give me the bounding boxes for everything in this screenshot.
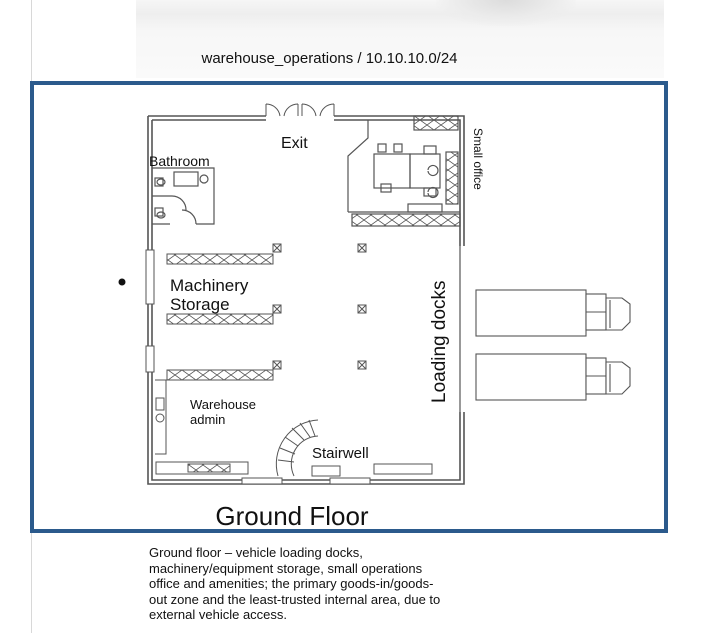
label-machinery-storage-line1: Machinery [170, 276, 249, 295]
label-warehouse-admin-line1: Warehouse [190, 397, 256, 412]
label-stairwell: Stairwell [312, 445, 369, 462]
network-zone-label: warehouse_operations / 10.10.10.0/24 [201, 50, 458, 67]
structural-columns [273, 244, 366, 369]
label-machinery-storage-line2: Storage [170, 295, 230, 314]
truck-1 [476, 290, 630, 336]
exit-doors [266, 104, 334, 116]
truck-2 [476, 354, 630, 400]
label-exit: Exit [281, 135, 308, 152]
label-small-office: Small office [471, 128, 485, 190]
marker-dot [119, 279, 126, 286]
zone-description: Ground floor – vehicle loading docks, machinery/equipment storage, small operations office and amenities; the primary goods-in/goods-out zone and the least-trusted internal area, due to external vehicle access. [149, 545, 441, 622]
label-warehouse-admin-line2: admin [190, 412, 226, 427]
machinery-storage-racks [167, 254, 273, 380]
bathroom-room [152, 168, 214, 224]
label-loading-docks: Loading docks [429, 280, 450, 403]
small-office-room [348, 116, 460, 226]
warehouse-admin-desk [155, 380, 248, 474]
bottom-wall-openings [242, 464, 432, 484]
floor-title: Ground Floor [215, 501, 369, 531]
label-bathroom: Bathroom [149, 153, 210, 169]
